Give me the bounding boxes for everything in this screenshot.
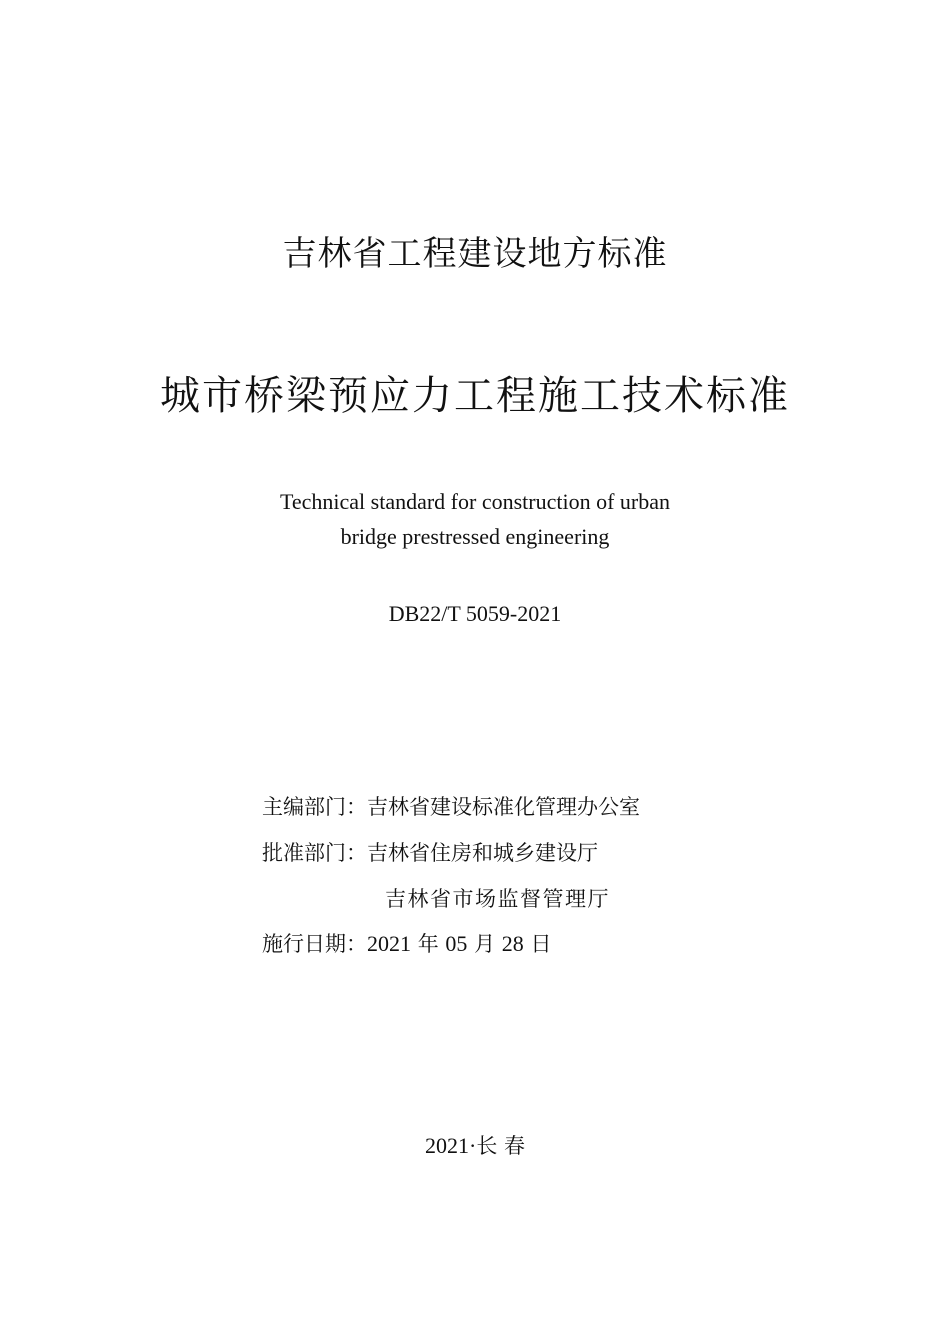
approver-value-2: 吉林省市场监督管理厅 <box>385 887 610 911</box>
date-day-unit: 日 <box>530 932 552 956</box>
effective-date-row <box>262 929 551 959</box>
editor-row <box>262 792 640 822</box>
footer-city: 长 春 <box>476 1134 525 1158</box>
english-title-line-2: bridge prestressed engineering <box>340 524 610 549</box>
date-month: 05 <box>445 931 468 956</box>
approver-row <box>262 838 598 868</box>
approver-value-1: 吉林省住房和城乡建设厅 <box>367 841 598 865</box>
date-label: 施行日期： <box>262 932 367 956</box>
approver-label: 批准部门： <box>262 841 367 865</box>
footer-year: 2021 <box>424 1133 469 1158</box>
standard-code: DB22/T 5059-2021 <box>388 601 562 626</box>
date-year: 2021 <box>367 931 411 956</box>
date-year-unit: 年 <box>417 932 439 956</box>
editor-value: 吉林省建设标准化管理办公室 <box>367 795 640 819</box>
approver-row-2 <box>385 884 610 914</box>
series-title: 吉林省工程建设地方标准 <box>282 234 668 274</box>
date-month-unit: 月 <box>474 932 496 956</box>
english-title-line-1: Technical standard for construction of urban <box>279 489 671 514</box>
date-day: 28 <box>501 931 524 956</box>
main-title: 城市桥梁预应力工程施工技术标准 <box>160 373 790 419</box>
footer-separator: · <box>468 1133 477 1158</box>
editor-label: 主编部门： <box>262 795 367 819</box>
publication-footer <box>0 1131 950 1161</box>
english-title <box>0 484 950 554</box>
